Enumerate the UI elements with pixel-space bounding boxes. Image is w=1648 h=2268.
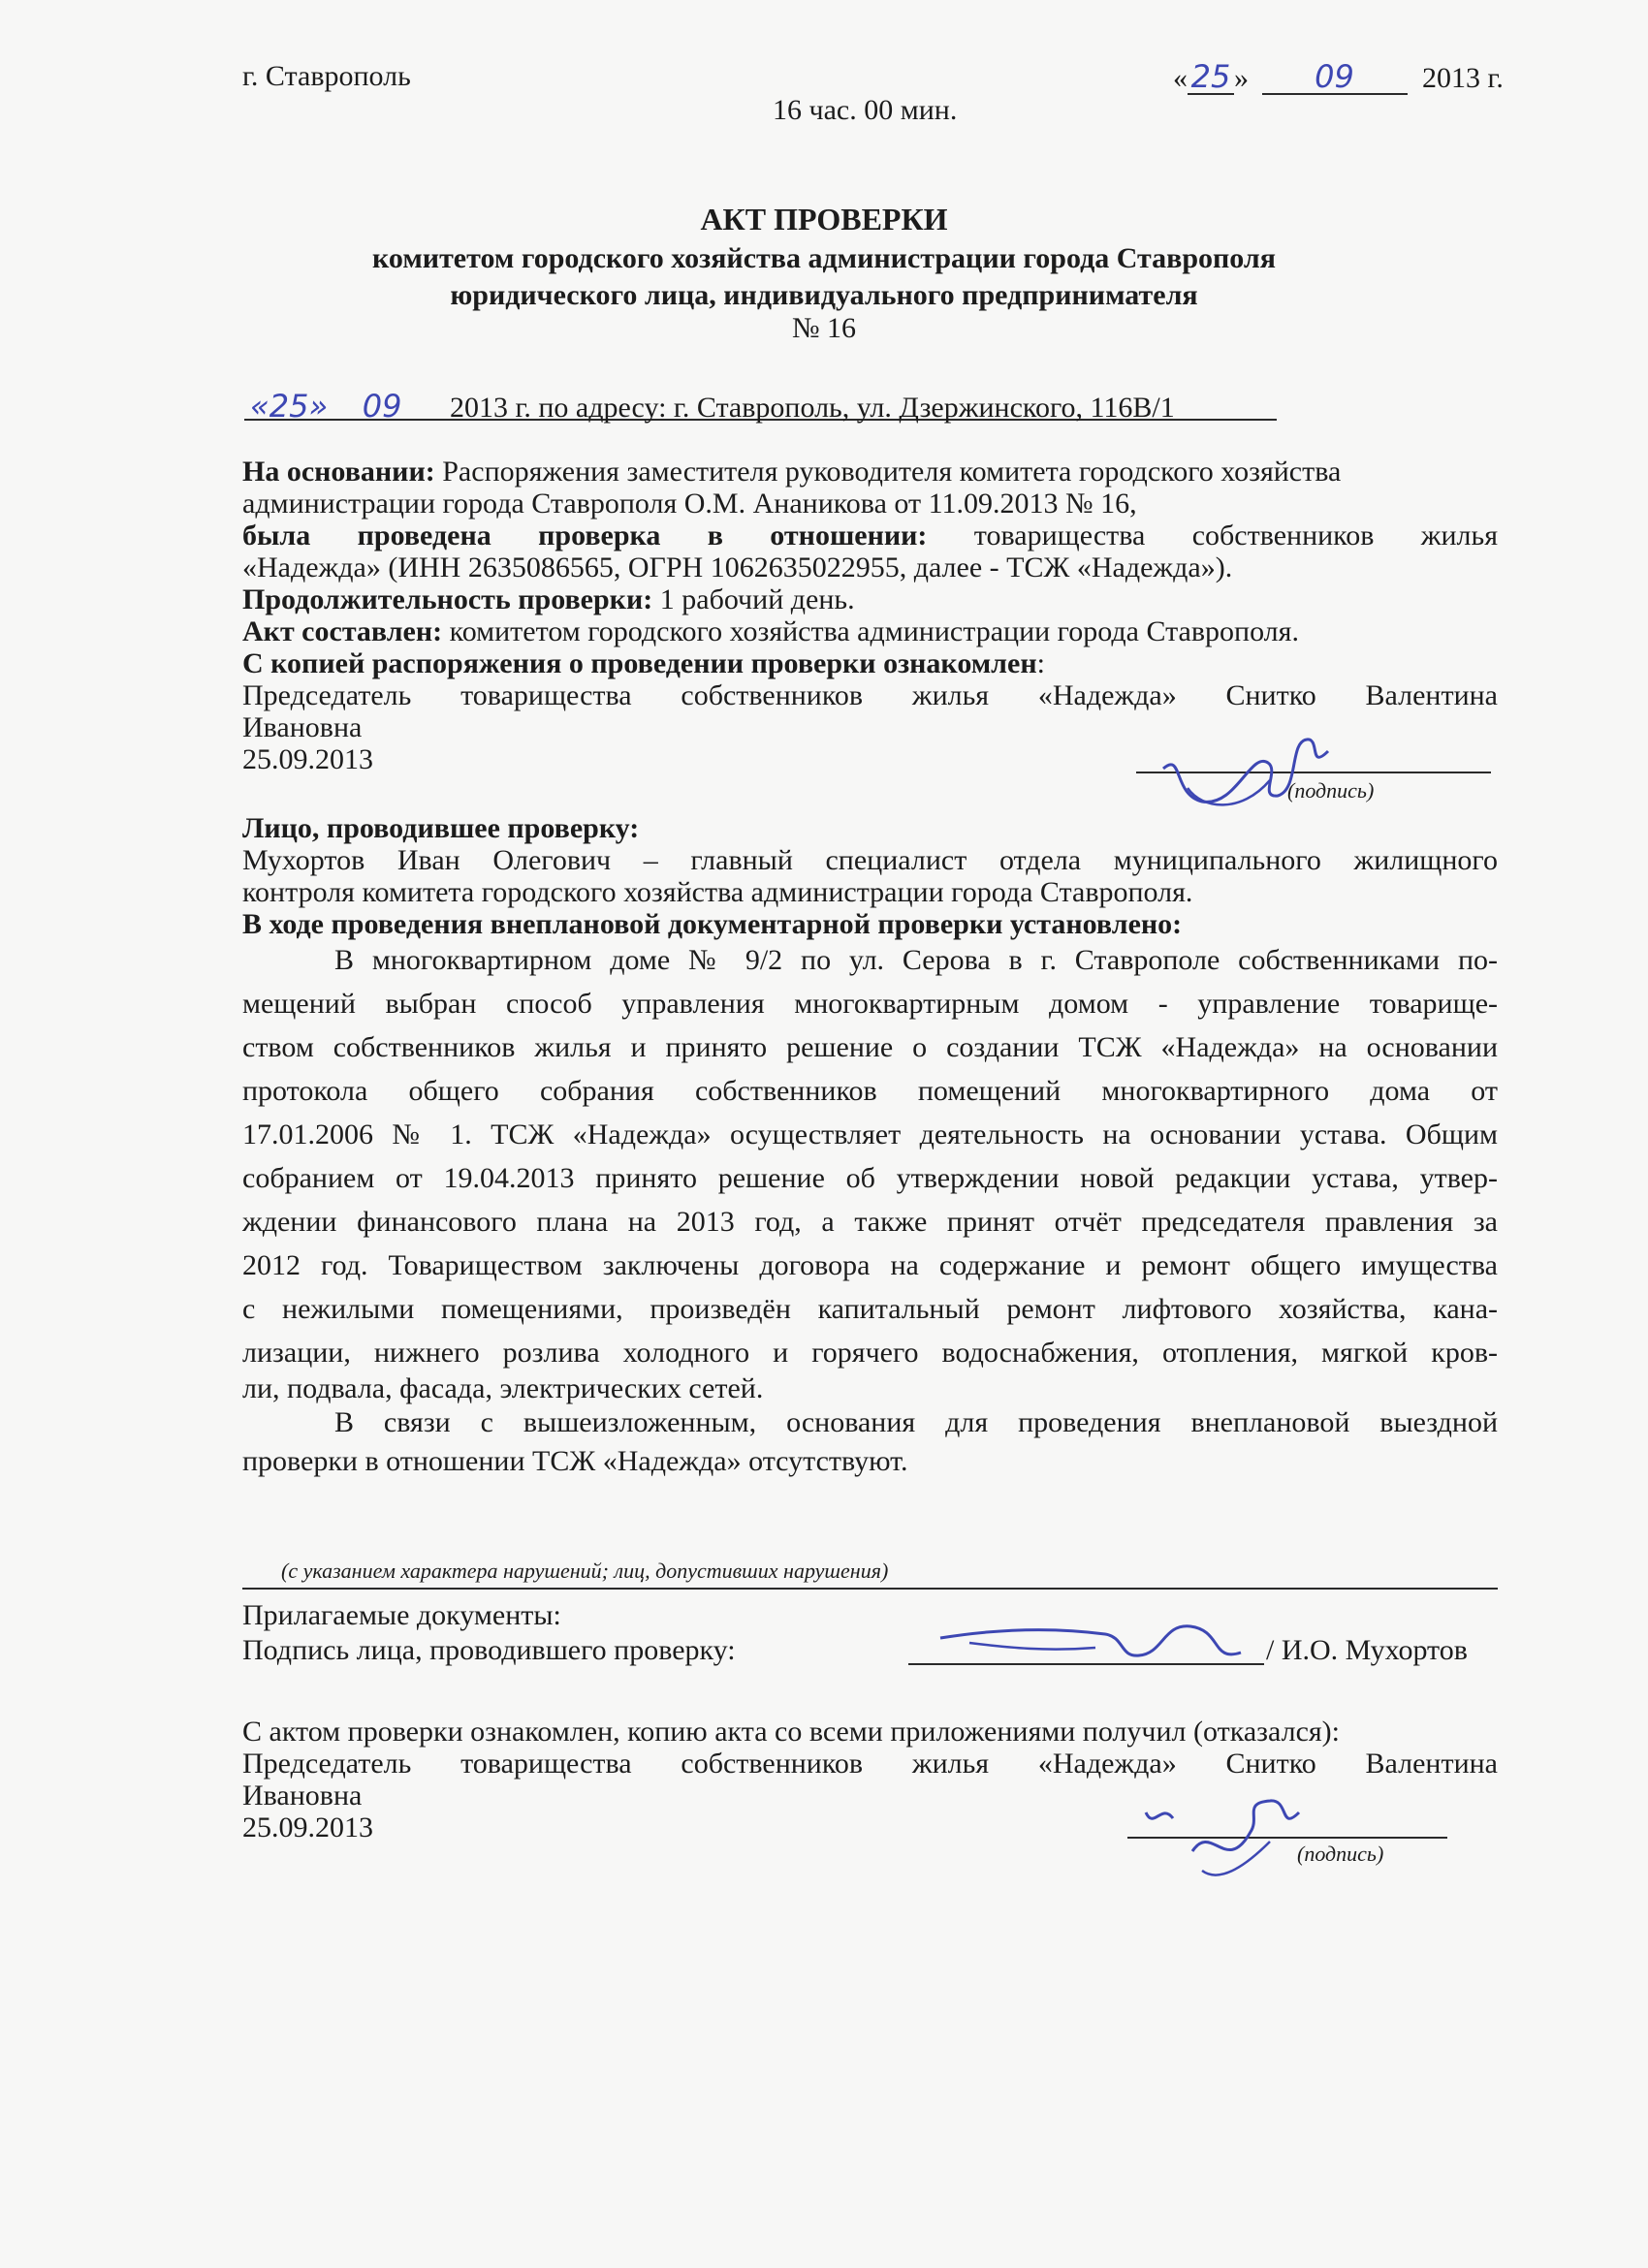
composed-value: комитетом городского хозяйства администрации города Ставрополя. <box>442 615 1299 647</box>
receipt-chairman-line-1: Председатель товарищества собственников жилья «Надежда» Снитко Валентина <box>242 1748 1498 1780</box>
title-line-committee: комитетом городского хозяйства администрации города Ставрополя <box>372 242 1276 274</box>
findings-line: лизации, нижнего розлива холодного и горячего водоснабжения, отопления, мягкой кров- <box>242 1337 1498 1369</box>
chairman-line-1: Председатель товарищества собственников жилья «Надежда» Снитко Валентина <box>242 679 1498 711</box>
findings-line-last: ли, подвала, фасада, электрических сетей. <box>242 1372 764 1404</box>
inspected-line <box>242 520 1498 551</box>
receipt-date: 25.09.2013 <box>242 1811 373 1843</box>
date-month: 09 <box>1262 60 1408 95</box>
findings-line: собранием от 19.04.2013 принято решение об утверждении новой редакции устава, утвер- <box>242 1162 1498 1194</box>
findings-line: 2012 год. Товариществом заключены договора на содержание и ремонт общего имущества <box>242 1249 1498 1281</box>
inspected-line-2: «Надежда» (ИНН 2635086565, ОГРН 1062635022955, далее - ТСЖ «Надежда»). <box>242 551 1233 583</box>
date-year: 2013 г. <box>1422 62 1504 94</box>
inspector-line-1: Мухортов Иван Олегович – главный специалист отдела муниципального жилищного <box>242 844 1498 876</box>
violations-caption: (с указанием характера нарушений; лиц, допустивших нарушения) <box>281 1559 889 1583</box>
composed-line <box>242 615 1299 647</box>
signature-caption-1: (подпись) <box>1287 778 1375 803</box>
title-line-entity: юридического лица, индивидуального предпринимателя <box>450 279 1198 311</box>
address-line <box>250 390 1175 425</box>
findings-line: 17.01.2006 № 1. ТСЖ «Надежда» осуществляет деятельность на основании устава. Общим <box>242 1118 1498 1150</box>
composed-label: Акт составлен: <box>242 615 443 647</box>
basis-line-1 <box>242 456 1341 488</box>
inspector-line-2: контроля комитета городского хозяйства администрации города Ставрополя. <box>242 876 1193 908</box>
chairman-line-2: Ивановна <box>242 711 363 743</box>
inspected-label: была проведена проверка в отношении: <box>242 520 928 551</box>
date-open-quote: « <box>1173 62 1188 94</box>
findings-line: протокола общего собрания собственников помещений многоквартирного дома от <box>242 1075 1498 1107</box>
findings-line: с нежилыми помещениями, произведён капитальный ремонт лифтового хозяйства, кана- <box>242 1293 1498 1325</box>
inspected-text: товарищества собственников жилья <box>927 520 1499 551</box>
familiarized-date: 25.09.2013 <box>242 743 373 775</box>
familiarized-label: С копией распоряжения о проведении проверки ознакомлен <box>242 647 1037 679</box>
time: 16 час. 00 мин. <box>773 94 958 126</box>
familiarized-line <box>242 647 1045 679</box>
duration-line <box>242 583 855 615</box>
date-close-quote: » <box>1234 62 1249 94</box>
basis-line-2: администрации города Ставрополя О.М. Ананикова от 11.09.2013 № 16, <box>242 488 1137 520</box>
findings-line: мещений выбран способ управления многоквартирным домом - управление товарище- <box>242 988 1498 1020</box>
findings-line: ством собственников жилья и принято решение о создании ТСЖ «Надежда» на основании <box>242 1031 1498 1063</box>
findings-line: ждении финансового плана на 2013 год, а также принят отчёт председателя правления за <box>242 1206 1498 1238</box>
duration-label: Продолжительность проверки: <box>242 583 653 615</box>
inspector-label: Лицо, проводившее проверку: <box>242 812 640 844</box>
violations-rule <box>242 1588 1498 1590</box>
page-title: АКТ ПРОВЕРКИ <box>700 202 948 236</box>
receipt-chairman-line-2: Ивановна <box>242 1780 363 1811</box>
city: г. Ставрополь <box>242 60 411 92</box>
header-date <box>1173 60 1504 95</box>
findings-line: В многоквартирном доме № 9/2 по ул. Серова в г. Ставрополе собственниками по- <box>334 944 1498 976</box>
signature-caption-2: (подпись) <box>1297 1842 1384 1866</box>
address-month: 09 <box>362 388 402 425</box>
inspector-signature-label: Подпись лица, проводившего проверку: <box>242 1634 736 1666</box>
receipt-line: С актом проверки ознакомлен, копию акта со всеми приложениями получил (отказался): <box>242 1716 1341 1748</box>
findings-label: В ходе проведения внеплановой документарной проверки установлено: <box>242 908 1183 940</box>
basis-label: На основании: <box>242 456 435 488</box>
address-day: «25» <box>250 388 329 425</box>
act-number: № 16 <box>791 312 857 344</box>
basis-text: Распоряжения заместителя руководителя комитета городского хозяйства <box>434 456 1342 488</box>
signature-chairman-2 <box>1134 1783 1318 1890</box>
attachments-label: Прилагаемые документы: <box>242 1599 561 1631</box>
address-text: 2013 г. по адресу: г. Ставрополь, ул. Дзержинского, 116В/1 <box>449 392 1175 424</box>
signature-inspector <box>931 1609 1260 1677</box>
date-day: 25 <box>1188 60 1234 95</box>
duration-value: 1 рабочий день. <box>652 583 855 615</box>
conclusion-line-2: проверки в отношении ТСЖ «Надежда» отсутствуют. <box>242 1445 908 1477</box>
familiarized-colon: : <box>1036 647 1045 679</box>
conclusion-line-1: В связи с вышеизложенным, основания для проведения внеплановой выездной <box>334 1406 1498 1438</box>
inspector-signature-name: / И.О. Мухортов <box>1266 1634 1468 1666</box>
